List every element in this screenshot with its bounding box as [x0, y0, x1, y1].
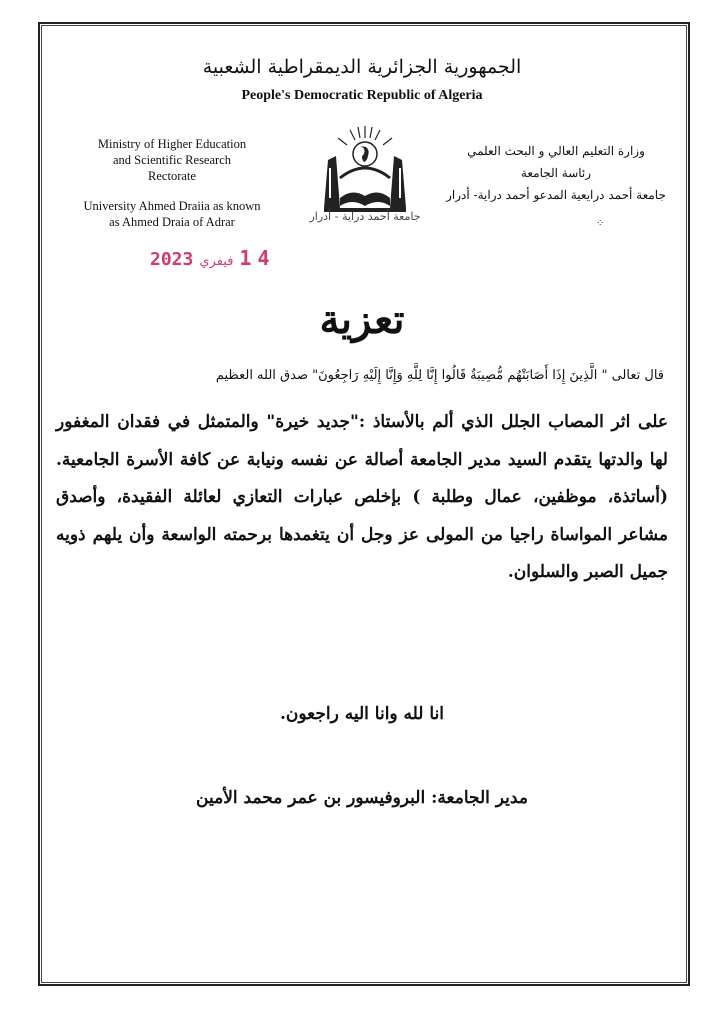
rectorate-arabic: رئاسة الجامعة	[520, 166, 592, 180]
date-stamp	[150, 246, 276, 270]
logo-caption: جامعة أحمد دراية - أدرار	[309, 210, 421, 223]
english-institution-block	[72, 136, 272, 230]
university-arabic: جامعة أحمد درايعية المدعو أحمد دراية- أدرار	[446, 188, 666, 202]
condolence-paragraph: على اثر المصاب الجلل الذي ألم بالأستاذ :"جديد خيرة" والمتمثل في فقدان المغفور لها والدتها يتقدم السيد مدير الجامعة أصالة عن نفسه ونيابة عن كافة الأسرة الجامعية.(أساتذة، موظفين، عمال وطلبة ) بإخلص عبارات التعازي لعائلة الفقيدة، وأصدق مشاعر المواساة راجيا من المولى عز وجل أن يتغمدها برحمته الواسعة وأن يلهم ذويه جميل الصبر والسلوان.	[56, 412, 668, 582]
ministry-line-2: and Scientific Research	[112, 153, 231, 167]
republic-title-english: People's Democratic Republic of Algeria	[241, 88, 483, 103]
signature-line: مدير الجامعة: البروفيسور بن عمر محمد الأمين	[196, 788, 528, 808]
quran-verse: قال تعالى " الَّذِينَ إِذَا أَصَابَتْهُم مُّصِيبَةٌ قَالُوا إِنَّا لِلَّهِ وَإِنَّا إِلَيْهِ رَاجِعُونَ" صدق الله العظيم	[215, 368, 664, 383]
republic-title-arabic: الجمهورية الجزائرية الديمقراطية الشعبية	[202, 56, 522, 78]
date-stamp-year: 2023	[150, 249, 194, 270]
rectorate-label: Rectorate	[148, 169, 196, 183]
university-line-1: University Ahmed Draiia as known	[83, 199, 261, 213]
ministry-arabic: وزارة التعليم العالي و البحث العلمي	[467, 144, 645, 158]
arabic-institution-block	[436, 140, 676, 206]
university-line-2: as Ahmed Draia of Adrar	[109, 215, 235, 229]
closing-phrase: انا لله وانا اليه راجعون.	[279, 704, 445, 724]
date-stamp-day: 14	[239, 246, 276, 270]
document-title: تعزية	[319, 296, 405, 343]
ink-mark: ⁘	[596, 218, 605, 229]
ministry-line-1: Ministry of Higher Education	[97, 137, 247, 151]
date-stamp-month: فيفري	[199, 254, 234, 269]
